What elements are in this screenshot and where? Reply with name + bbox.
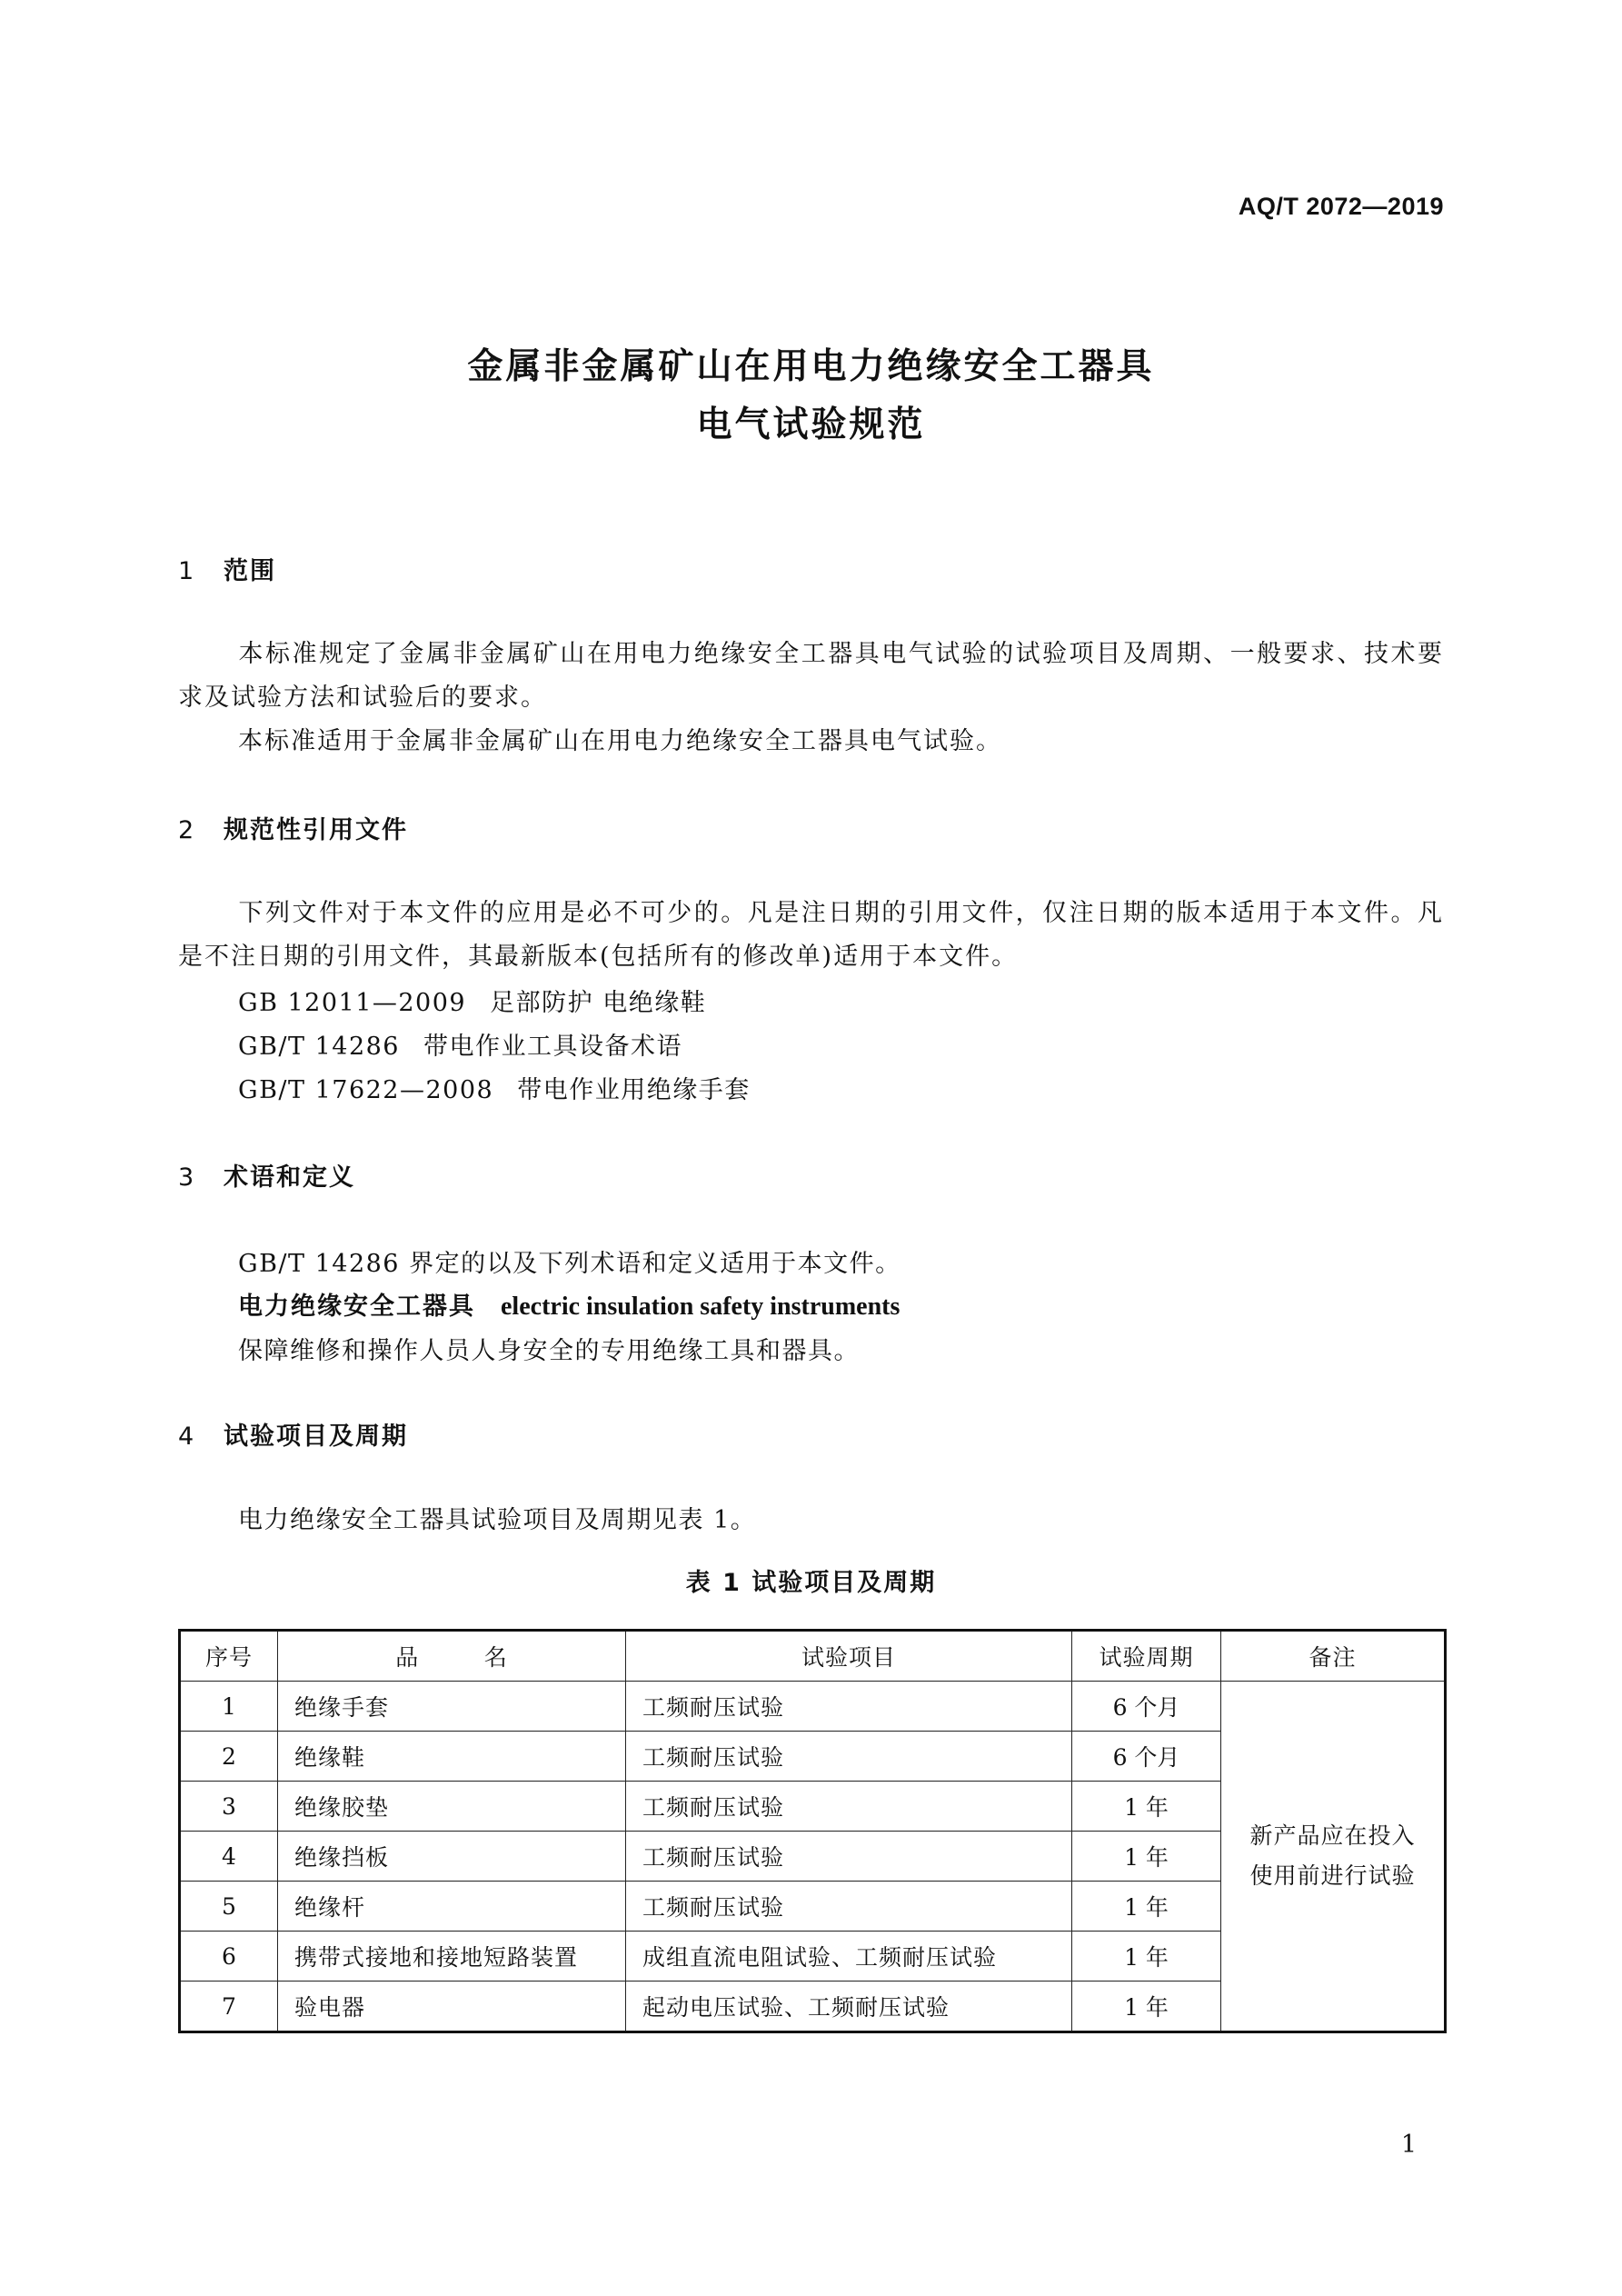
- paragraph-text: 下列文件对于本文件的应用是必不可少的。凡是注日期的引用文件，仅注日期的版本适用于本文件。凡是不注日期的引用文件，其最新版本(包括所有的修改单)适用于本文件。: [178, 899, 1444, 971]
- reference-code: GB 12011—2009: [238, 989, 467, 1017]
- section-title: 规范性引用文件: [224, 816, 408, 844]
- section-3-heading: [178, 1157, 355, 1193]
- test-item-cell: 成组直流电阻试验、工频耐压试验: [626, 1932, 1072, 1982]
- reference-code: GB/T 17622—2008: [238, 1076, 494, 1104]
- test-period-cell: 1 年: [1072, 1982, 1221, 2032]
- header-serial-number: 序号: [180, 1631, 278, 1682]
- section-1-heading: [178, 551, 276, 586]
- table-caption: 表 1 试验项目及周期: [685, 1569, 937, 1597]
- test-period-cell: 1 年: [1072, 1882, 1221, 1932]
- test-item-cell: 工频耐压试验: [626, 1732, 1072, 1782]
- test-period-cell: 6 个月: [1072, 1732, 1221, 1782]
- document-title-line-1: 金属非金属矿山在用电力绝缘安全工器具: [467, 346, 1155, 387]
- section-number: 2: [178, 816, 196, 844]
- section-1-paragraph-2: [178, 720, 1444, 764]
- test-period-cell: 6 个月: [1072, 1682, 1221, 1732]
- product-name-cell: 验电器: [278, 1982, 626, 2032]
- section-3-paragraph-1: GB/T 14286 界定的以及下列术语和定义适用于本文件。: [238, 1250, 901, 1278]
- reference-title: 带电作业用绝缘手套: [517, 1076, 751, 1104]
- paragraph-text: 本标准适用于金属非金属矿山在用电力绝缘安全工器具电气试验。: [238, 727, 1002, 755]
- section-title: 范围: [224, 557, 276, 585]
- section-2-heading: [178, 810, 408, 845]
- product-name-cell: 绝缘手套: [278, 1682, 626, 1732]
- test-item-cell: 工频耐压试验: [626, 1882, 1072, 1932]
- test-period-cell: 1 年: [1072, 1782, 1221, 1832]
- term-english: electric insulation safety instruments: [501, 1293, 901, 1321]
- product-name-cell: 绝缘挡板: [278, 1832, 626, 1882]
- term-entry: [238, 1286, 900, 1322]
- header-product-name: 品 名: [278, 1631, 626, 1682]
- serial-number-cell: 2: [180, 1732, 278, 1782]
- test-item-cell: 工频耐压试验: [626, 1682, 1072, 1732]
- serial-number-cell: 6: [180, 1932, 278, 1982]
- product-name-cell: 绝缘鞋: [278, 1732, 626, 1782]
- test-period-cell: 1 年: [1072, 1832, 1221, 1882]
- term-chinese: 电力绝缘安全工器具: [238, 1293, 475, 1321]
- product-name-cell: 绝缘胶垫: [278, 1782, 626, 1832]
- reference-title: 足部防护 电绝缘鞋: [490, 989, 707, 1017]
- test-item-cell: 工频耐压试验: [626, 1782, 1072, 1832]
- section-1-paragraph-1: [178, 633, 1444, 720]
- table-row: [180, 1682, 1446, 1732]
- normative-reference: [238, 983, 706, 1018]
- page-number: 1: [1400, 2131, 1417, 2159]
- header-remarks: 备注: [1221, 1631, 1446, 1682]
- table-header-row: [180, 1631, 1446, 1682]
- serial-number-cell: 4: [180, 1832, 278, 1882]
- header-test-item: 试验项目: [626, 1631, 1072, 1682]
- product-name-cell: 绝缘杆: [278, 1882, 626, 1932]
- term-definition: 保障维修和操作人员人身安全的专用绝缘工具和器具。: [238, 1337, 860, 1365]
- reference-code: GB/T 14286: [238, 1033, 400, 1061]
- header-test-period: 试验周期: [1072, 1631, 1221, 1682]
- section-4-heading: [178, 1416, 408, 1452]
- test-items-table: [178, 1629, 1447, 2033]
- product-name-cell: 携带式接地和接地短路装置: [278, 1932, 626, 1982]
- serial-number-cell: 7: [180, 1982, 278, 2032]
- section-number: 3: [178, 1163, 196, 1192]
- serial-number-cell: 1: [180, 1682, 278, 1732]
- section-title: 术语和定义: [224, 1163, 355, 1192]
- remarks-cell: [1221, 1682, 1446, 2032]
- paragraph-text: 本标准规定了金属非金属矿山在用电力绝缘安全工器具电气试验的试验项目及周期、一般要求、技术要求及试验方法和试验后的要求。: [178, 640, 1444, 712]
- section-number: 1: [178, 557, 196, 585]
- serial-number-cell: 3: [180, 1782, 278, 1832]
- document-title-line-2: 电气试验规范: [696, 404, 926, 445]
- normative-reference: [238, 1070, 751, 1105]
- serial-number-cell: 5: [180, 1882, 278, 1932]
- test-period-cell: 1 年: [1072, 1932, 1221, 1982]
- section-number: 4: [178, 1423, 196, 1451]
- section-title: 试验项目及周期: [224, 1423, 408, 1451]
- test-item-cell: 起动电压试验、工频耐压试验: [626, 1982, 1072, 2032]
- remarks-line-1: 新产品应在投入: [1249, 1822, 1416, 1849]
- section-4-paragraph-1: 电力绝缘安全工器具试验项目及周期见表 1。: [238, 1506, 757, 1534]
- remarks-line-2: 使用前进行试验: [1249, 1862, 1416, 1889]
- test-item-cell: 工频耐压试验: [626, 1832, 1072, 1882]
- reference-title: 带电作业工具设备术语: [423, 1033, 682, 1061]
- normative-reference: [238, 1026, 682, 1062]
- section-2-paragraph-1: [178, 892, 1444, 979]
- standard-number: AQ/T 2072—2019: [1238, 193, 1444, 220]
